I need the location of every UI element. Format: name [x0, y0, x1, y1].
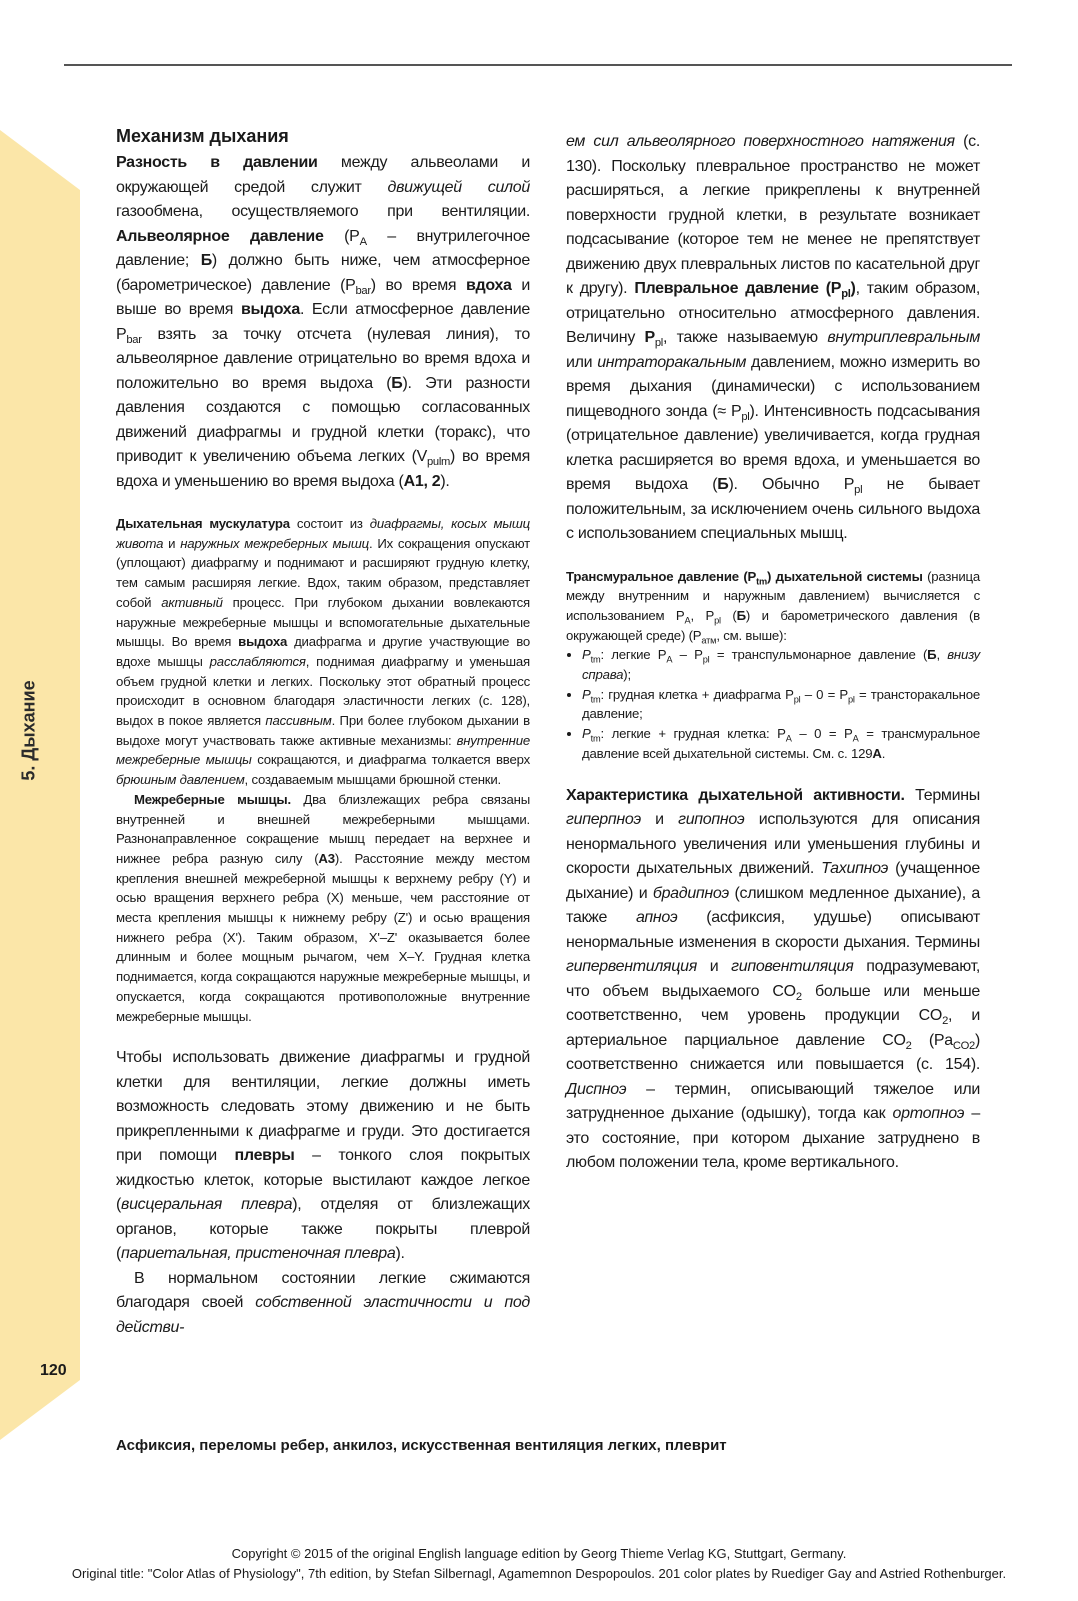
transmural-pressure-list — [566, 645, 980, 763]
section-title: Механизм дыхания — [116, 126, 289, 146]
list-item: • $P_{tm}$: грудная клетка + диафрагма $P_{pl} - 0 = P_{pl}$ = трансторакальное давление; — [582, 685, 980, 724]
paragraph-respiratory-muscles: Дыхательная мускулатура состоит из диафрагмы, косых мышц живота и наружных межреберных мышц. Их сокращения опускают (уплощают) диафрагму и поднимают и расширяют грудную клетку, тем самым расширяя легкие. Вдох, таким образом, представляет собой активный процесс. При глубоком дыхании вовлекаются наружные межреберные мышцы и вспомогательные дыхательные мышцы. Во время выдоха диафрагма и другие участвующие во вдохе мышцы расслабляются, поднимая диафрагму и уменьшая объем грудной клетки и легких. Поскольку этот обратный процесс происходит в основном благодаря эластичности легких (с. 128), выдох в покое является пассивным. При более глубоком дыхании в выдохе могут участвовать также активные механизмы: внутренние межреберные мышцы сокращаются, и диафрагма толкается вверх брюшным давлением, создаваемым мышцами брюшной стенки. — [116, 516, 531, 788]
list-item: • $P_{tm}$: легкие + грудная клетка: $P_A - 0 = P_A$ = трансмуральное давление всей дыхательной системы. См. с. 129A. — [582, 724, 980, 763]
right-column — [566, 130, 980, 1176]
keywords-line: Асфиксия, переломы ребер, анкилоз, искусственная вентиляция легких, плеврит — [116, 1437, 727, 1454]
paragraph-breathing-characteristics: Характеристика дыхательной активности. Термины гиперпноэ и гипопноэ используются для описания ненормального увеличения или уменьшения глубины и скорости дыхательных движений. Тахипноэ (учащенное дыхание) и брадипноэ (слишком медленное дыхание), а также апноэ (асфиксия, удушье) описывают ненормальные изменения в скорости дыхания. Термины гипервентиляция и гиповентиляция подразумевают, что объем выдыхаемого $CO_2$ больше или меньше соответственно, чем уровень продукции $CO_2$, и артериальное парциальное давление $CO_2$ $(Pa_{CO2})$ соответственно снижается или повышается (с. 154). Диспноэ – термин, описывающий тяжелое или затрудненное дыхание (одышку), тогда как ортопноэ – это состояние, при котором дыхание затруднено в любом положении тела, кроме вертикального. — [566, 786, 981, 1172]
paragraph-pressure-difference: Разность в давлении между альвеолами и окружающей средой служит движущей силой газообмена, осуществляемого при вентиляции. Альвеолярное давление ($P_A$ – внутрилегочное давление; Б) должно быть ниже, чем атмосферное (барометрическое) давление $(P_{bar})$ во время вдоха и выше во время выдоха. Если атмосферное давление $P_{bar}$ взять за точку отсчета (нулевая линия), то альвеолярное давление отрицательно во время вдоха и положительно во время выдоха (Б). Эти разности давления создаются с помощью согласованных движений диафрагмы и грудной клетки (торакс), что приводит к увеличению объема легких $(V_{pulm})$ во время вдоха и уменьшению во время выдоха (A1, 2). — [116, 154, 531, 490]
paragraph-transmural-pressure: Трансмуральное давление $(P_{tm})$ дыхательной системы (разница между внутренним и наружным давлением) вычисляется с использованием $P_A$, $P_{pl}$ (Б) и барометрического давления (в окружающей среде) ($P_{атм}$, см. выше): — [566, 568, 980, 646]
chapter-tab — [14, 640, 44, 820]
copyright-line-2: Original title: "Color Atlas of Physiology", 7th edition, by Stefan Silbernagl, Agamemnon Despopoulos. 201 color plates by Ruediger Gay and Astried Rothenburger. — [71, 1566, 1007, 1581]
paragraph-pleural-pressure: ем сил альвеолярного поверхностного натяжения (с. 130). Поскольку плевральное пространство не может расширяться, а легкие прикреплены к внутренней поверхности грудной клетки, в результате возникает подсасывание (которое тем не менее не препятствует движению двух плевральных листов по касательной друг к другу). Плевральное давление $(P_{pl})$, таким образом, отрицательно относительно атмосферного давления. Величину $P_{pl}$, также называемую внутриплевральным или интраторакальным давлением, можно измерить во время дыхания (динамически) с использованием пищеводного зонда (≈ $P_{pl}$). Интенсивность подсасывания (отрицательное давление) увеличивается, когда грудная клетка расширяется во время вдоха, и уменьшается во время выдоха (Б). Обычно $P_{pl}$ не бывает положительным, за исключением очень сильного выдоха с использованием специальных мышц. — [566, 133, 981, 542]
copyright-line-1: Copyright © 2015 of the original English language edition by Georg Thieme Verlag KG, Stuttgart, Germany. — [231, 1546, 847, 1561]
paragraph-pleura: Чтобы использовать движение диафрагмы и грудной клетки для вентиляции, легкие должны иметь возможность следовать этому движению и не быть прикрепленными к диафрагме и груди. Это достигается при помощи плевры – тонкого слоя покрытых жидкостью клеток, которые выстилают каждое легкое (висцеральная плевра), отделяя от близлежащих органов, которые также покрыты плеврой (париетальная, пристеночная плевра). — [116, 1049, 530, 1263]
top-rule — [64, 64, 1012, 66]
left-column — [116, 126, 530, 1340]
chapter-tab-label: 5. Дыхание — [18, 679, 39, 781]
paragraph-intercostal-muscles: Межреберные мышцы. Два близлежащих ребра связаны внутренней и внешней межреберными мышцами. Разнонаправленное сокращение мышц передает на верхнее и нижнее ребра разную силу (A3). Расстояние между местом крепления внешней межреберной мышцы к верхнему ребру (Y) и осью вращения верхнего ребра (X) меньше, чем расстояние от места крепления мышцы к нижнему ребру (Z') и осью вращения нижнего ребра (X'). Таким образом, X'–Z' оказывается более длинным и более мощным рычагом, чем X–Y. Грудная клетка поднимается, когда сокращаются наружные межреберные мышцы, и опускается, когда сокращаются противоположные внутренние межреберные мышцы. — [116, 791, 530, 1024]
page-number: 120 — [40, 1362, 67, 1379]
list-item: • $P_{tm}$: легкие $P_A - P_{pl}$ = транспульмонарное давление (Б, внизу справа); — [582, 645, 980, 684]
paragraph-normal-state: В нормальном состоянии легкие сжимаются благодаря своей собственной эластичности и под действи- — [116, 1269, 530, 1336]
